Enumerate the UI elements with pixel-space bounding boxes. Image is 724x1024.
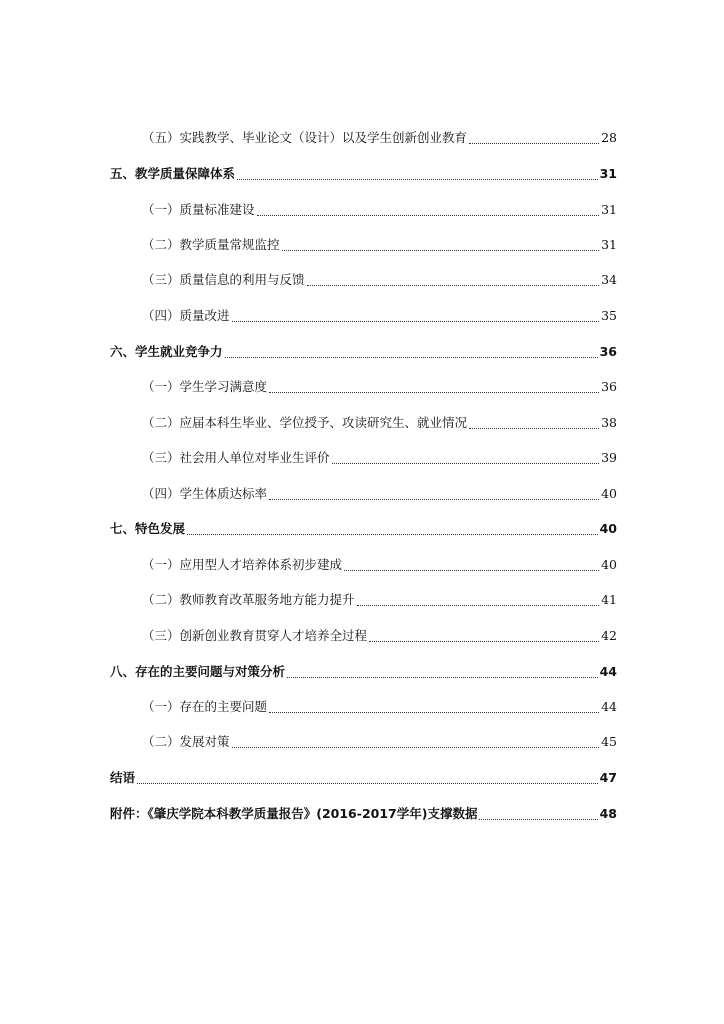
toc-entry[interactable] (110, 768, 617, 788)
dot-leader (479, 818, 597, 820)
dot-leader (287, 676, 598, 678)
toc-entry-label: 八、存在的主要问题与对策分析 (110, 664, 286, 679)
toc-entry-page: 31 (601, 202, 617, 217)
dot-leader (225, 356, 598, 358)
dot-leader (344, 569, 599, 571)
dot-leader (357, 604, 600, 606)
toc-entry-label: （四）质量改进 (142, 308, 230, 323)
toc-entry-label: （四）学生体质达标率 (142, 486, 268, 501)
toc-entry[interactable] (142, 697, 617, 717)
dot-leader (269, 498, 599, 500)
toc-entry[interactable] (110, 662, 617, 682)
dot-leader (232, 320, 600, 322)
dot-leader (469, 142, 599, 144)
toc-entry-label: （二）教学质量常规监控 (142, 237, 280, 252)
toc-entry[interactable] (142, 306, 617, 326)
toc-entry-page: 47 (599, 770, 617, 785)
toc-entry-label: （一）质量标准建设 (142, 202, 255, 217)
toc-entry-label: 五、教学质量保障体系 (110, 166, 236, 181)
toc-entry[interactable] (110, 164, 617, 184)
dot-leader (232, 746, 600, 748)
toc-entry-page: 36 (599, 344, 617, 359)
dot-leader (237, 178, 598, 180)
toc-entry[interactable] (142, 235, 617, 255)
toc-entry[interactable] (142, 555, 617, 575)
toc-entry[interactable] (142, 128, 617, 148)
toc-entry-page: 35 (601, 308, 617, 323)
toc-entry-label: 结语 (110, 770, 136, 785)
toc-entry-page: 45 (601, 734, 617, 749)
toc-entry-page: 36 (601, 379, 617, 394)
toc-entry-page: 40 (601, 486, 617, 501)
toc-entry-page: 31 (599, 166, 617, 181)
toc-entry-label: （二）教师教育改革服务地方能力提升 (142, 592, 355, 607)
dot-leader (269, 391, 599, 393)
toc-entry-page: 41 (601, 592, 617, 607)
toc-entry-label: 附件：《肇庆学院本科教学质量报告》(2016-2017学年)支撑数据 (110, 806, 478, 821)
toc-entry-label: （三）创新创业教育贯穿人才培养全过程 (142, 628, 368, 643)
toc-entry[interactable] (142, 626, 617, 646)
toc-entry[interactable] (110, 804, 617, 824)
toc-entry-label: （一）应用型人才培养体系初步建成 (142, 557, 343, 572)
toc-entry-page: 39 (601, 450, 617, 465)
toc-entry-page: 40 (601, 557, 617, 572)
toc-entry-label: （三）社会用人单位对毕业生评价 (142, 450, 330, 465)
toc-entry-label: （一）学生学习满意度 (142, 379, 268, 394)
toc-entry-label: （二）发展对策 (142, 734, 230, 749)
toc-entry-label: （五）实践教学、毕业论文（设计）以及学生创新创业教育 (142, 130, 468, 145)
toc-entry-page: 34 (601, 272, 617, 287)
dot-leader (469, 427, 599, 429)
toc-entry-page: 44 (599, 664, 617, 679)
toc-entry[interactable] (142, 270, 617, 290)
toc-entry[interactable] (110, 342, 617, 362)
dot-leader (137, 782, 598, 784)
toc-entry[interactable] (142, 732, 617, 752)
toc-entry-label: （三）质量信息的利用与反馈 (142, 272, 305, 287)
dot-leader (269, 711, 599, 713)
toc-entry[interactable] (142, 448, 617, 468)
dot-leader (257, 214, 600, 216)
toc-entry[interactable] (142, 484, 617, 504)
toc-entry-label: （一）存在的主要问题 (142, 699, 268, 714)
toc-entry-page: 31 (601, 237, 617, 252)
toc-entry[interactable] (142, 590, 617, 610)
dot-leader (332, 462, 600, 464)
toc-entry-page: 42 (601, 628, 617, 643)
toc-entry-page: 28 (601, 130, 617, 145)
toc-entry[interactable] (142, 413, 617, 433)
dot-leader (307, 284, 600, 286)
toc-entry-page: 44 (601, 699, 617, 714)
dot-leader (187, 533, 598, 535)
dot-leader (282, 249, 600, 251)
toc-entry[interactable] (142, 377, 617, 397)
toc-entry-label: （二）应届本科生毕业、学位授予、攻读研究生、就业情况 (142, 415, 468, 430)
toc-entry-page: 40 (599, 521, 617, 536)
toc-entry[interactable] (110, 519, 617, 539)
toc-entry-label: 六、学生就业竞争力 (110, 344, 223, 359)
toc-entry[interactable] (142, 200, 617, 220)
toc-entry-label: 七、特色发展 (110, 521, 186, 536)
dot-leader (369, 640, 599, 642)
toc-entry-page: 48 (599, 806, 617, 821)
toc-entry-page: 38 (601, 415, 617, 430)
